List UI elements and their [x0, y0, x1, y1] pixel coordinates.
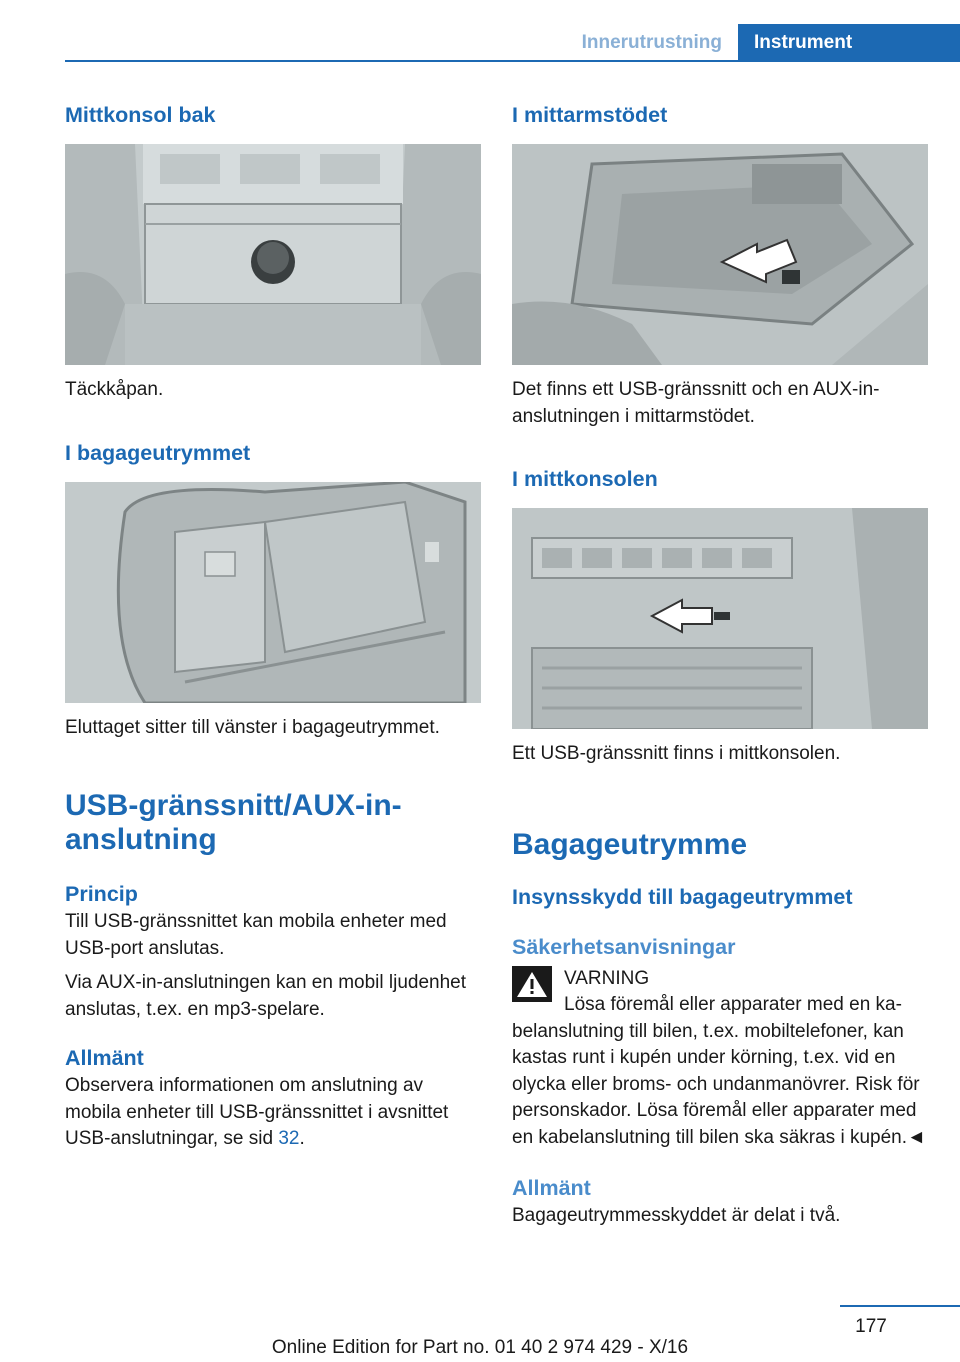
heading-trunk: I bagageutrymmet	[65, 440, 251, 465]
heading-general-cargo: Allmänt	[512, 1176, 591, 1200]
heading-safety: Säkerhetsanvisningar	[512, 934, 736, 959]
footer-edition: Online Edition for Part no. 01 40 2 974 429 - X/16	[271, 1337, 689, 1358]
text-principle-2: Via AUX-in-anslutningen kan en mobil ljudenhet anslutas, t.ex. en mp3-spelare.	[65, 972, 467, 1020]
warning-text: Lösa föremål eller apparater med en kabelanslutning till bilen, t.ex. mobiltelefoner, kan kastas runt i kupén under körning, t.ex. vid en olycka eller broms- och undanmanövrer. Risk för personskador. Lösa föremål eller apparater med en kabelanslutning till bilen ska säkras i kupén.◄	[512, 994, 926, 1148]
header-rule	[65, 60, 960, 62]
header-chapter-label: Instrument	[754, 32, 853, 53]
heading-cargo: Bagageutrymme	[512, 827, 748, 861]
heading-general: Allmänt	[65, 1046, 144, 1070]
armrest-illustration	[512, 144, 928, 365]
warning-title: VARNING	[564, 967, 650, 989]
caption-console-rear: Täckkåpan.	[65, 379, 164, 400]
heading-console-rear: Mittkonsol bak	[65, 103, 216, 127]
header-section-tab[interactable]	[548, 24, 738, 62]
image-armrest-usb	[512, 144, 928, 365]
warning-triangle-icon	[512, 966, 552, 1002]
text-general-end: .	[299, 1128, 305, 1149]
header-chapter-tab[interactable]	[738, 24, 960, 62]
heading-center-console: I mittkonsolen	[512, 467, 658, 491]
header-section-label: Innerutrustning	[581, 32, 722, 53]
text-general-body: Observera informationen om anslutning av mobila enheter till USB-gränssnittet i avsnittet USB-anslutningar, se sid	[65, 1075, 449, 1149]
image-center-console-usb	[512, 508, 928, 729]
trunk-illustration	[65, 482, 481, 703]
caption-trunk: Eluttaget sitter till vänster i bagageutrymmet.	[65, 716, 440, 738]
page-number: 177	[855, 1316, 887, 1337]
heading-cover: Insynsskydd till bagageutrymmet	[512, 884, 853, 909]
center-console-illustration	[512, 508, 928, 729]
caption-armrest: Det finns ett USB-gränssnitt och en AUX-in-anslutningen i mittarmstödet.	[512, 379, 880, 427]
text-general	[65, 1073, 481, 1153]
text-general-cargo: Bagageutrymmesskyddet är delat i två.	[512, 1205, 841, 1226]
console-rear-illustration	[65, 144, 481, 365]
text-principle-1: Till USB-gränssnittet kan mobila enheter med USB-port anslutas.	[65, 911, 447, 959]
right-column	[512, 100, 928, 1230]
page-reference-link[interactable]: 32	[278, 1128, 300, 1149]
left-column	[65, 100, 481, 1153]
warning-block	[512, 966, 928, 1152]
heading-principle: Princip	[65, 882, 138, 906]
heading-usb-aux: USB-gränssnitt/AUX-in-anslutning	[65, 789, 402, 856]
footer-rule	[840, 1305, 960, 1307]
heading-armrest: I mittarmstödet	[512, 103, 668, 127]
image-trunk-socket	[65, 482, 481, 703]
caption-center-console: Ett USB-gränssnitt finns i mittkonsolen.	[512, 743, 841, 764]
image-console-rear-cover	[65, 144, 481, 365]
